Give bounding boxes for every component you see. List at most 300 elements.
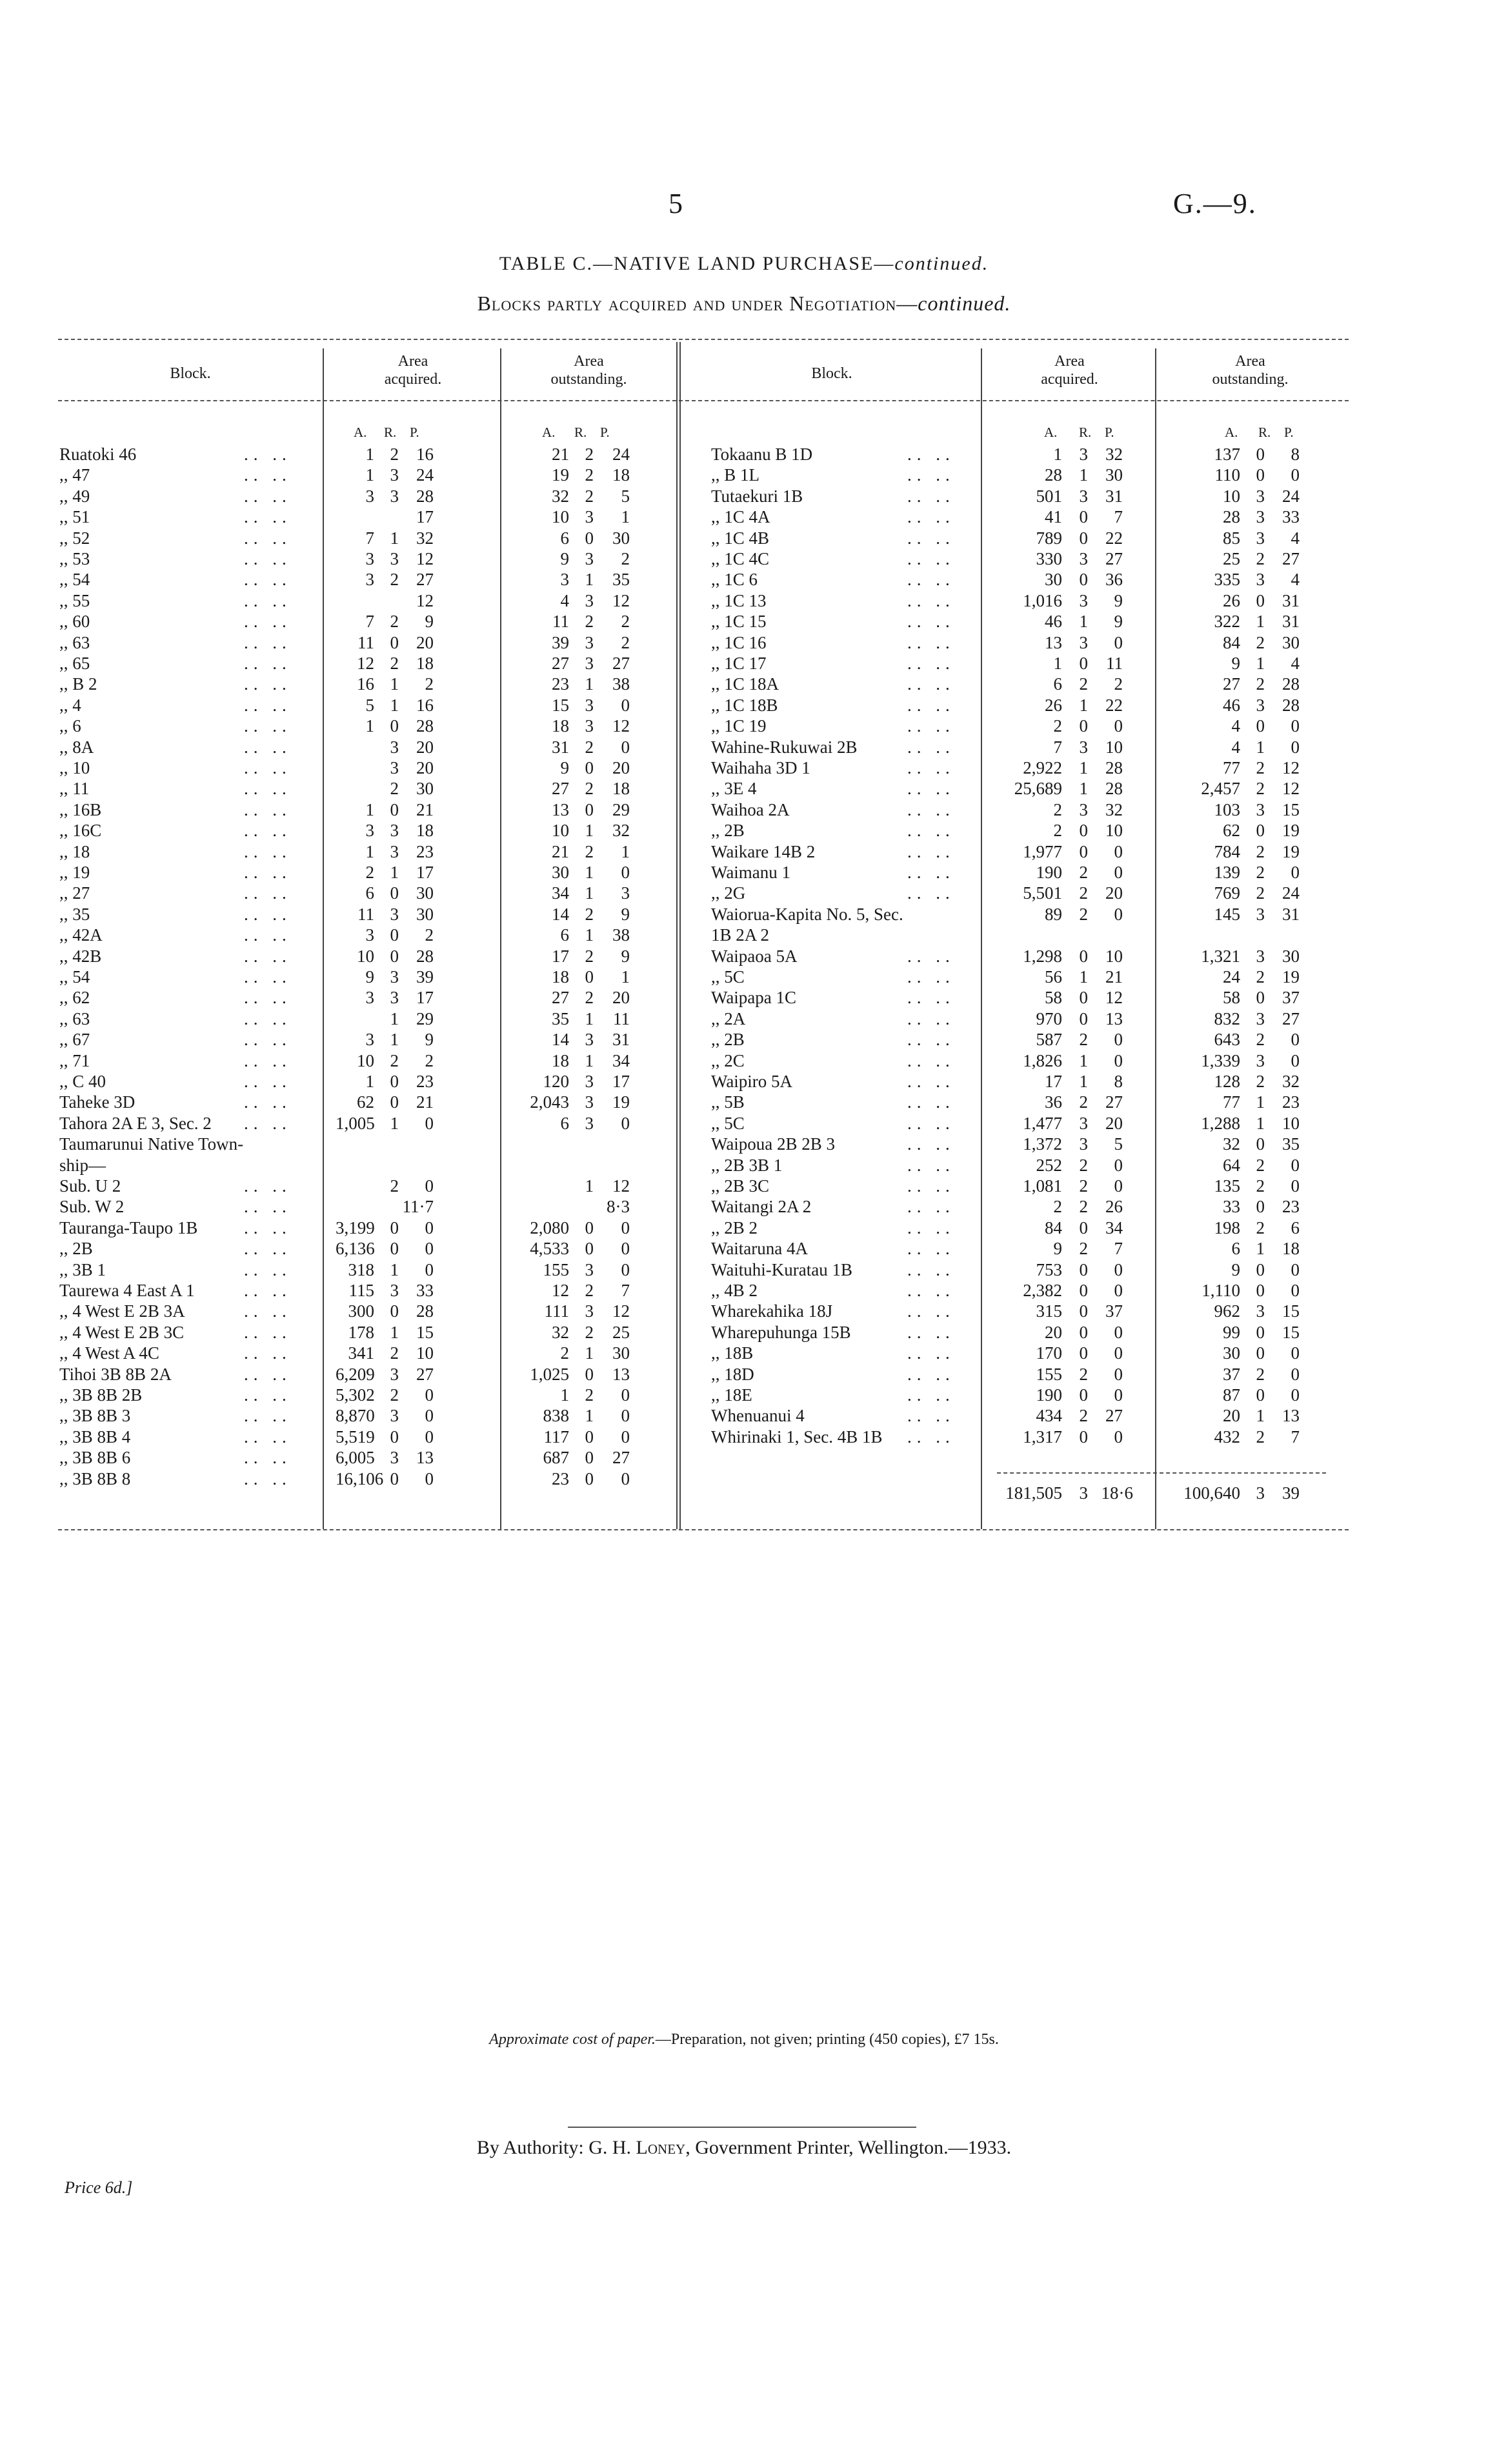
- outstanding-perches: 12: [1282, 758, 1300, 777]
- acquired-perches: 20: [416, 632, 434, 652]
- leader-dots: .. ..: [907, 758, 955, 777]
- acquired-roods: 1: [1079, 465, 1088, 485]
- acquired-perches: 9: [425, 612, 434, 632]
- acquired-perches: 7: [1114, 1239, 1123, 1259]
- leader-dots: .. ..: [244, 1427, 292, 1447]
- outstanding-roods: 2: [1256, 1427, 1265, 1447]
- outstanding-perches: 0: [1291, 1050, 1300, 1070]
- block-name: Sub. U 2: [59, 1176, 121, 1196]
- outstanding-perches: 19: [1282, 967, 1300, 987]
- right-block-header: Block.: [811, 365, 852, 382]
- acquired-roods: 2: [390, 1050, 399, 1070]
- acquired-acres: 970: [1036, 1008, 1062, 1028]
- block-name: ,, 54: [59, 570, 90, 590]
- leader-dots: .. ..: [907, 716, 955, 736]
- acquired-acres: 115: [348, 1281, 374, 1300]
- outstanding-roods: 2: [585, 465, 594, 485]
- outstanding-perches: 18: [1282, 1239, 1300, 1259]
- unit-a: A.: [1225, 425, 1238, 440]
- outstanding-acres: 1,110: [1201, 1281, 1240, 1300]
- table-row: [0, 736, 1488, 759]
- outstanding-roods: 1: [585, 821, 594, 841]
- leader-dots: .. ..: [244, 1259, 292, 1279]
- acquired-perches: 27: [1105, 549, 1123, 568]
- outstanding-perches: 23: [1282, 1092, 1300, 1112]
- acquired-roods: 3: [1079, 590, 1088, 610]
- acquired-roods: 2: [1079, 1092, 1088, 1112]
- acquired-acres: 3: [365, 988, 374, 1008]
- outstanding-perches: 7: [621, 1281, 630, 1300]
- block-name: ,, 11: [59, 779, 90, 799]
- left-block-header: Block.: [170, 365, 211, 382]
- block-name: ,, 1C 4C: [711, 549, 770, 568]
- table-row: [0, 526, 1488, 550]
- block-name: ship—: [59, 1155, 106, 1175]
- outstanding-perches: 12: [612, 716, 630, 736]
- acquired-acres: 5,302: [336, 1385, 375, 1405]
- acquired-roods: 1: [390, 1030, 399, 1050]
- acquired-perches: 16: [416, 695, 434, 715]
- acquired-perches: 2: [1114, 674, 1123, 694]
- outstanding-roods: 0: [1256, 1343, 1265, 1363]
- acquired-acres: 1: [365, 465, 374, 485]
- outstanding-acres: 46: [1223, 695, 1240, 715]
- acquired-perches: 0: [1114, 1385, 1123, 1405]
- leader-dots: .. ..: [907, 570, 955, 590]
- block-name: ,, 60: [59, 612, 90, 632]
- acquired-roods: 0: [1079, 1259, 1088, 1279]
- acquired-roods: 0: [1079, 1008, 1088, 1028]
- table-row: [0, 1049, 1488, 1072]
- outstanding-perches: 0: [1291, 1385, 1300, 1405]
- block-name: Ruatoki 46: [59, 445, 137, 464]
- outstanding-roods: 1: [1256, 1092, 1265, 1112]
- authority-prefix: By Authority: G. H.: [476, 2137, 636, 2158]
- acquired-acres: 6,209: [336, 1364, 375, 1384]
- acquired-perches: 29: [416, 1008, 434, 1028]
- outstanding-roods: 0: [1256, 1134, 1265, 1154]
- outstanding-perches: 0: [621, 1217, 630, 1237]
- outstanding-roods: 1: [585, 863, 594, 882]
- block-name: ,, 42A: [59, 925, 103, 945]
- block-name: ,, 1C 18A: [711, 674, 779, 694]
- acquired-perches: 24: [416, 465, 434, 485]
- outstanding-perches: 0: [621, 1259, 630, 1279]
- outstanding-roods: 0: [585, 1217, 594, 1237]
- acquired-perches: 0: [425, 1406, 434, 1426]
- acquired-perches: 0: [425, 1427, 434, 1447]
- block-name: Waihoa 2A: [711, 799, 790, 819]
- acquired-acres: 2: [1053, 716, 1062, 736]
- right-outstanding-header-l2: outstanding.: [1212, 371, 1289, 388]
- acquired-roods: 1: [1079, 967, 1088, 987]
- acquired-acres: 170: [1036, 1343, 1062, 1363]
- outstanding-perches: 34: [612, 1050, 630, 1070]
- leader-dots: .. ..: [244, 486, 292, 506]
- acquired-roods: 3: [1079, 737, 1088, 757]
- outstanding-acres: 120: [543, 1072, 569, 1091]
- acquired-acres: 3: [365, 821, 374, 841]
- acquired-perches: 27: [416, 1364, 434, 1384]
- outstanding-perches: 31: [612, 1030, 630, 1050]
- outstanding-acres: 77: [1223, 758, 1240, 777]
- block-name: Sub. W 2: [59, 1197, 125, 1217]
- outstanding-roods: 2: [585, 779, 594, 799]
- table-row: [0, 840, 1488, 863]
- block-name: Waipoua 2B 2B 3: [711, 1134, 836, 1154]
- outstanding-roods: 3: [585, 1072, 594, 1091]
- acquired-roods: 0: [1079, 528, 1088, 548]
- outstanding-perches: 12: [612, 1301, 630, 1321]
- outstanding-roods: 2: [1256, 1176, 1265, 1196]
- outstanding-perches: 12: [612, 1176, 630, 1196]
- outstanding-roods: 0: [1256, 1259, 1265, 1279]
- acquired-acres: 587: [1036, 1030, 1062, 1050]
- acquired-acres: 1,977: [1023, 841, 1062, 861]
- outstanding-acres: 4,533: [530, 1239, 569, 1259]
- acquired-roods: 0: [1079, 821, 1088, 841]
- block-name: ,, 55: [59, 590, 90, 610]
- table-row: [0, 1363, 1488, 1386]
- table-row: [0, 1154, 1488, 1177]
- outstanding-acres: 128: [1214, 1072, 1240, 1091]
- block-name: 1B 2A 2: [711, 925, 770, 945]
- acquired-roods: 1: [1079, 1072, 1088, 1091]
- leader-dots: .. ..: [244, 1239, 292, 1259]
- table-row: [0, 547, 1488, 570]
- acquired-acres: 2: [1053, 1197, 1062, 1217]
- block-name: Tokaanu B 1D: [711, 445, 813, 464]
- table-row: [0, 1258, 1488, 1281]
- acquired-roods: 1: [1079, 695, 1088, 715]
- block-name: ,, 18B: [711, 1343, 754, 1363]
- unit-r: R.: [574, 425, 587, 440]
- acquired-roods: 0: [1079, 654, 1088, 673]
- page-code: G.—9.: [1173, 188, 1257, 219]
- leader-dots: .. ..: [244, 1322, 292, 1342]
- block-name: ,, 3B 8B 6: [59, 1448, 131, 1468]
- acquired-acres: 7: [365, 528, 374, 548]
- acquired-roods: 2: [390, 1343, 399, 1363]
- acquired-perches: 13: [416, 1448, 434, 1468]
- acquired-acres: 9: [365, 967, 374, 987]
- cost-text: —Preparation, not given; printing (450 copies), £7 15s.: [655, 2031, 999, 2048]
- acquired-perches: 12: [1105, 988, 1123, 1008]
- acquired-perches: 23: [416, 841, 434, 861]
- block-name: ,, 1C 18B: [711, 695, 778, 715]
- acquired-perches: 0: [425, 1239, 434, 1259]
- acquired-perches: 12: [416, 549, 434, 568]
- leader-dots: .. ..: [907, 1239, 955, 1259]
- acquired-acres: 1: [365, 1072, 374, 1091]
- acquired-acres: 1,826: [1023, 1050, 1062, 1070]
- table-row: [0, 1341, 1488, 1365]
- acquired-roods: 1: [390, 674, 399, 694]
- table-row: [0, 1028, 1488, 1051]
- acquired-acres: 155: [1036, 1364, 1062, 1384]
- acquired-acres: 1: [365, 445, 374, 464]
- acquired-acres: 3: [365, 925, 374, 945]
- authority-line: [0, 2137, 1488, 2159]
- acquired-acres: 315: [1036, 1301, 1062, 1321]
- block-name: ,, 3B 1: [59, 1259, 106, 1279]
- acquired-perches: 0: [1114, 1364, 1123, 1384]
- price: Price 6d.]: [65, 2178, 133, 2197]
- acquired-perches: 39: [416, 967, 434, 987]
- leader-dots: .. ..: [244, 1176, 292, 1196]
- block-name: ,, 1C 15: [711, 612, 767, 632]
- acquired-acres: 25,689: [1014, 779, 1062, 799]
- outstanding-roods: 3: [1256, 528, 1265, 548]
- outstanding-perches: 12: [1282, 779, 1300, 799]
- acquired-acres: 5: [365, 695, 374, 715]
- acquired-roods: 2: [1079, 904, 1088, 924]
- outstanding-roods: 1: [585, 1406, 594, 1426]
- outstanding-acres: 26: [1223, 590, 1240, 610]
- acquired-perches: 2: [425, 925, 434, 945]
- acquired-roods: 1: [390, 1322, 399, 1342]
- acquired-acres: 1: [365, 799, 374, 819]
- acquired-acres: 753: [1036, 1259, 1062, 1279]
- table-row: [0, 672, 1488, 696]
- acquired-acres: 5,519: [336, 1427, 375, 1447]
- acquired-perches: 0: [425, 1217, 434, 1237]
- block-name: ,, 4B 2: [711, 1281, 758, 1300]
- leader-dots: .. ..: [907, 507, 955, 527]
- unit-r: R.: [1079, 425, 1092, 440]
- block-name: ,, 71: [59, 1050, 90, 1070]
- outstanding-roods: 0: [585, 799, 594, 819]
- outstanding-perches: 0: [1291, 737, 1300, 757]
- outstanding-roods: 3: [1256, 904, 1265, 924]
- outstanding-acres: 2,457: [1201, 779, 1240, 799]
- outstanding-roods: 3: [1256, 695, 1265, 715]
- leader-dots: .. ..: [907, 1176, 955, 1196]
- table-row: [0, 610, 1488, 633]
- acquired-acres: 1,081: [1023, 1176, 1062, 1196]
- block-name: ,, 63: [59, 632, 90, 652]
- block-name: ,, 4 West E 2B 3C: [59, 1322, 185, 1342]
- leader-dots: .. ..: [244, 1197, 292, 1217]
- acquired-roods: 2: [1079, 883, 1088, 903]
- acquired-roods: 1: [1079, 779, 1088, 799]
- outstanding-acres: 1,288: [1201, 1113, 1240, 1133]
- outstanding-perches: 15: [1282, 1301, 1300, 1321]
- table-row: [0, 1383, 1488, 1407]
- outstanding-roods: 1: [1256, 654, 1265, 673]
- table-row: [0, 1007, 1488, 1030]
- acquired-perches: 30: [416, 779, 434, 799]
- acquired-acres: 62: [357, 1092, 374, 1112]
- leader-dots: .. ..: [907, 1301, 955, 1321]
- acquired-perches: 0: [1114, 841, 1123, 861]
- acquired-perches: 20: [416, 737, 434, 757]
- outstanding-acres: 14: [552, 904, 569, 924]
- table-title: [0, 253, 1488, 275]
- acquired-roods: 3: [390, 904, 399, 924]
- table-title-main: TABLE C.—NATIVE LAND PURCHASE—: [499, 253, 895, 274]
- outstanding-roods: 3: [585, 1301, 594, 1321]
- outstanding-acres: 28: [1223, 507, 1240, 527]
- unit-a: A.: [354, 425, 367, 440]
- acquired-perches: 21: [416, 1092, 434, 1112]
- acquired-perches: 28: [416, 946, 434, 966]
- leader-dots: .. ..: [244, 1008, 292, 1028]
- acquired-perches: 10: [416, 1343, 434, 1363]
- unit-p: P.: [600, 425, 610, 440]
- left-outstanding-header: [503, 352, 674, 388]
- outstanding-roods: 0: [1256, 1385, 1265, 1405]
- outstanding-roods: 1: [585, 674, 594, 694]
- outstanding-perches: 35: [612, 570, 630, 590]
- acquired-acres: 28: [1045, 465, 1062, 485]
- acquired-roods: 3: [390, 967, 399, 987]
- acquired-perches: 28: [1105, 758, 1123, 777]
- outstanding-roods: 2: [585, 946, 594, 966]
- leader-dots: .. ..: [244, 1113, 292, 1133]
- acquired-acres: 1,005: [336, 1113, 375, 1133]
- outstanding-perches: 15: [1282, 1322, 1300, 1342]
- outstanding-acres: 838: [543, 1406, 569, 1426]
- outstanding-acres: 39: [552, 632, 569, 652]
- acquired-perches: 23: [416, 1072, 434, 1091]
- acquired-perches: 0: [1114, 1322, 1123, 1342]
- leader-dots: .. ..: [907, 1427, 955, 1447]
- table-row: [0, 1132, 1488, 1156]
- outstanding-acres: 4: [1231, 737, 1240, 757]
- outstanding-roods: 2: [1256, 758, 1265, 777]
- outstanding-perches: 0: [621, 1468, 630, 1488]
- acquired-acres: 190: [1036, 1385, 1062, 1405]
- outstanding-perches: 17: [612, 1072, 630, 1091]
- acquired-roods: 2: [1079, 674, 1088, 694]
- outstanding-acres: 30: [1223, 1343, 1240, 1363]
- block-name: ,, 42B: [59, 946, 102, 966]
- acquired-perches: 36: [1105, 570, 1123, 590]
- acquired-acres: 2: [1053, 799, 1062, 819]
- outstanding-roods: 0: [585, 1427, 594, 1447]
- outstanding-roods: 1: [585, 570, 594, 590]
- acquired-perches: 0: [1114, 1259, 1123, 1279]
- outstanding-roods: 1: [1256, 1406, 1265, 1426]
- outstanding-acres: 25: [1223, 549, 1240, 568]
- acquired-perches: 28: [416, 716, 434, 736]
- acquired-roods: 2: [390, 1176, 399, 1196]
- acquired-roods: 3: [390, 486, 399, 506]
- leader-dots: .. ..: [244, 654, 292, 673]
- block-name: Tihoi 3B 8B 2A: [59, 1364, 172, 1384]
- leader-dots: .. ..: [907, 654, 955, 673]
- outstanding-acres: 139: [1214, 863, 1240, 882]
- acquired-roods: 3: [390, 1406, 399, 1426]
- leader-dots: .. ..: [244, 737, 292, 757]
- table-row: [0, 1070, 1488, 1093]
- acquired-roods: 0: [390, 1072, 399, 1091]
- outstanding-acres: 769: [1214, 883, 1240, 903]
- block-name: Waihaha 3D 1: [711, 758, 810, 777]
- outstanding-perches: 4: [1291, 654, 1300, 673]
- outstanding-perches: 0: [1291, 1259, 1300, 1279]
- leader-dots: .. ..: [907, 1322, 955, 1342]
- block-name: ,, 18E: [711, 1385, 752, 1405]
- acquired-roods: 1: [390, 1259, 399, 1279]
- outstanding-roods: 2: [585, 612, 594, 632]
- outstanding-perches: 9: [621, 904, 630, 924]
- acquired-perches: 37: [1105, 1301, 1123, 1321]
- outstanding-roods: 0: [1256, 716, 1265, 736]
- table-row: [0, 756, 1488, 779]
- outstanding-acres: 10: [552, 507, 569, 527]
- acquired-acres: 330: [1036, 549, 1062, 568]
- outstanding-acres: 1,321: [1201, 946, 1240, 966]
- acquired-perches: 0: [1114, 1050, 1123, 1070]
- outstanding-roods: 2: [1256, 1155, 1265, 1175]
- block-name: ,, 4: [59, 695, 81, 715]
- block-name: ,, B 1L: [711, 465, 760, 485]
- table-row: [0, 777, 1488, 800]
- outstanding-roods: 2: [585, 486, 594, 506]
- block-name: ,, B 2: [59, 674, 97, 694]
- acquired-perches: 17: [416, 863, 434, 882]
- outstanding-roods: 1: [585, 1343, 594, 1363]
- acquired-acres: 41: [1045, 507, 1062, 527]
- block-name: Waiorua-Kapita No. 5, Sec.: [711, 904, 903, 924]
- table-row: [0, 881, 1488, 905]
- outstanding-roods: 2: [1256, 1217, 1265, 1237]
- outstanding-acres: 30: [552, 863, 569, 882]
- acquired-perches: 27: [1105, 1406, 1123, 1426]
- outstanding-roods: 0: [585, 528, 594, 548]
- block-name: Tahora 2A E 3, Sec. 2: [59, 1113, 212, 1133]
- right-acquired-header-l2: acquired.: [1041, 371, 1098, 388]
- outstanding-acres: 24: [1223, 967, 1240, 987]
- outstanding-perches: 8·3: [607, 1197, 630, 1217]
- outstanding-perches: 25: [612, 1322, 630, 1342]
- acquired-roods: 3: [1079, 1134, 1088, 1154]
- table-row: [0, 485, 1488, 508]
- table-row: [0, 1090, 1488, 1114]
- total-outstanding-a: 100,640: [1183, 1483, 1240, 1503]
- acquired-acres: 2,382: [1023, 1281, 1062, 1300]
- outstanding-roods: 0: [585, 1364, 594, 1384]
- block-name: ,, 1C 4A: [711, 507, 770, 527]
- outstanding-perches: 0: [621, 695, 630, 715]
- total-acquired-a: 181,505: [1005, 1483, 1062, 1503]
- header-top-rule: [58, 339, 1349, 340]
- outstanding-roods: 1: [1256, 612, 1265, 632]
- outstanding-roods: 2: [1256, 1030, 1265, 1050]
- acquired-acres: 8,870: [336, 1406, 375, 1426]
- leader-dots: .. ..: [244, 1385, 292, 1405]
- acquired-roods: 0: [390, 1092, 399, 1112]
- block-name: ,, 3B 8B 4: [59, 1427, 131, 1447]
- leader-dots: .. ..: [244, 507, 292, 527]
- outstanding-roods: 2: [585, 737, 594, 757]
- outstanding-perches: 37: [1282, 988, 1300, 1008]
- outstanding-acres: 18: [552, 967, 569, 987]
- table-row: [0, 589, 1488, 612]
- outstanding-acres: 14: [552, 1030, 569, 1050]
- outstanding-acres: 9: [1231, 654, 1240, 673]
- outstanding-perches: 28: [1282, 674, 1300, 694]
- table-row: [0, 986, 1488, 1009]
- outstanding-perches: 2: [621, 549, 630, 568]
- outstanding-perches: 9: [621, 946, 630, 966]
- outstanding-perches: 35: [1282, 1134, 1300, 1154]
- outstanding-acres: 10: [1223, 486, 1240, 506]
- outstanding-roods: 3: [585, 1030, 594, 1050]
- acquired-perches: 17: [416, 507, 434, 527]
